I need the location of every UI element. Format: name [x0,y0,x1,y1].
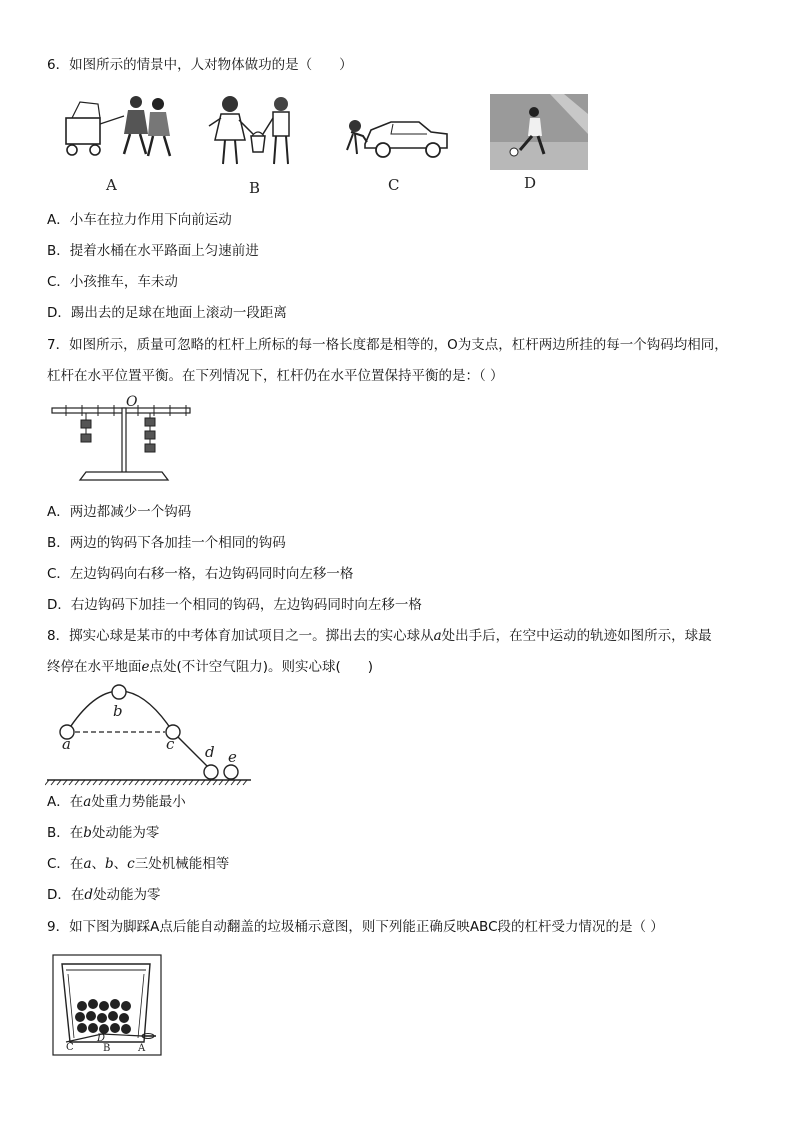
q7-option-c: C．左边钩码向右移一格，右边钩码同时向左移一格 [47,566,354,582]
option-text: 处动能为零 [91,825,160,841]
q8-stem-text: 点处(不计空气阻力)。则实心球( ) [149,659,374,675]
q8-option-d [47,886,161,904]
q9-trash-can-figure [52,954,162,1056]
q6-figure-label-c: C [388,176,400,194]
option-text: A．在 [47,794,84,810]
option-text: B．在 [47,825,84,841]
q9-label-a: A [138,1043,146,1054]
q8-point-label-a: a [62,735,71,753]
q7-stem-line1: 7．如图所示，质量可忽略的杠杆上所标的每一格长度都是相等的，O为支点，杠杆两边所挂的每一个钩码均相同， [47,337,728,353]
q6-picture-b [205,92,305,172]
q8-stem-line1 [47,627,712,645]
option-var: a [83,794,92,810]
q8-option-c [47,855,229,873]
q8-stem-var: e [141,659,150,675]
q8-point-label-b: b [113,702,123,720]
q6-figure-label-d: D [524,174,537,192]
q9-label-d: D [97,1033,106,1044]
option-text: 处动能为零 [93,887,161,903]
option-var: c [127,856,135,872]
q9-stem: 9．如下图为脚踩A点后能自动翻盖的垃圾桶示意图，则下列能正确反映ABC段的杠杆受力情况的是（ ） [47,919,664,935]
q6-figure-label-b: B [249,179,261,197]
q8-point-label-c: c [166,735,175,753]
option-text: 三处机械能相等 [134,856,230,872]
q6-picture-c [345,110,451,162]
q7-stem-line2: 杠杆在水平位置平衡。在下列情况下，杠杆仍在水平位置保持平衡的是：（ ） [47,368,504,384]
option-var: d [84,887,94,903]
q6-picture-d [490,94,588,170]
q6-picture-a [58,90,188,166]
q8-point-label-e: e [228,748,237,766]
q6-option-c: C．小孩推车，车未动 [47,274,178,290]
q6-stem: 6．如图所示的情景中，人对物体做功的是（ ） [47,57,353,73]
q6-option-a: A．小车在拉力作用下向前运动 [47,212,232,228]
q9-label-c: C [66,1042,74,1053]
option-text: 、 [91,856,105,872]
q8-stem-text: 处出手后，在空中运动的轨迹如图所示，球最 [441,628,712,644]
q8-point-label-d: d [205,743,215,761]
option-text: 处重力势能最小 [91,794,186,810]
q6-option-d: D．踢出去的足球在地面上滚动一段距离 [47,305,287,321]
q8-stem-line2 [47,658,373,676]
q7-lever-figure [50,396,196,486]
option-text: D．在 [47,887,85,903]
q7-pivot-label: O [126,394,138,410]
q7-option-d: D．右边钩码下加挂一个相同的钩码，左边钩码同时向左移一格 [47,597,422,613]
q7-option-a: A．两边都减少一个钩码 [47,504,192,520]
q9-label-b: B [103,1043,111,1054]
option-var: b [105,856,114,872]
q8-option-a [47,793,186,811]
q8-stem-text: 终停在水平地面 [47,659,142,675]
q6-option-b: B．提着水桶在水平路面上匀速前进 [47,243,259,259]
q8-trajectory-figure [45,680,253,788]
q6-figure-label-a: A [106,176,117,194]
q8-stem-var: a [433,628,442,644]
option-text: 、 [113,856,128,872]
q8-stem-text: 8．掷实心球是某市的中考体育加试项目之一。掷出去的实心球从 [47,628,434,644]
q7-option-b: B．两边的钩码下各加挂一个相同的钩码 [47,535,286,551]
option-var: b [83,825,92,841]
option-text: C．在 [47,856,84,872]
q8-option-b [47,824,159,842]
option-var: a [83,856,92,872]
